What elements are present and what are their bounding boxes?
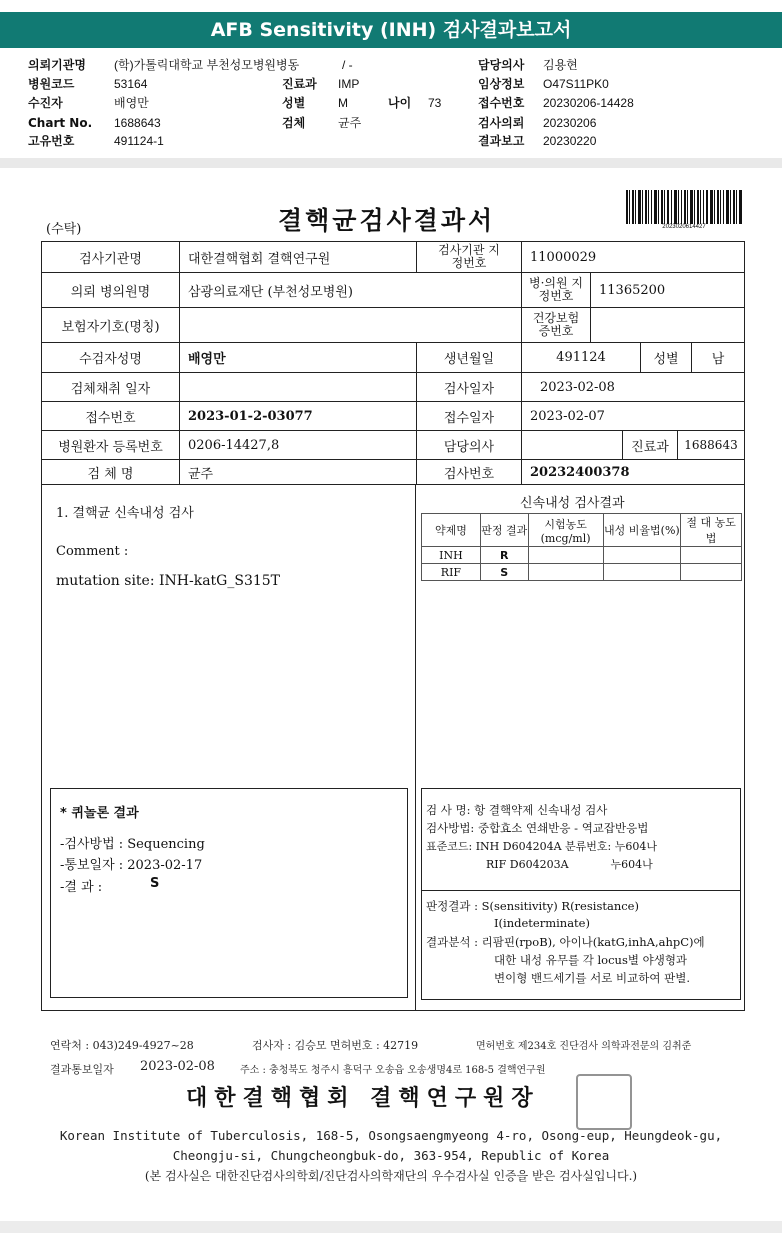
test-no-value: 20232400378 [521, 459, 745, 485]
empty-cell [528, 564, 603, 581]
health-value [590, 307, 745, 343]
lab-code-value: 11000029 [521, 241, 745, 273]
institute-name: 대한결핵협회 결핵연구원장 [186, 1085, 540, 1111]
col-drug: 약제명 [422, 514, 481, 547]
test-date-label: 검사일자 [416, 372, 522, 402]
footer-examiner: 검사자 : 김승모 면허번호 : 42719 [252, 1039, 419, 1052]
footer-license: 면허번호 제234호 진단검사 의학과전문의 김취준 [476, 1041, 692, 1052]
receipt-value: 20230206-14428 [543, 96, 634, 110]
separator-top [0, 158, 782, 168]
scanned-report [0, 168, 782, 1221]
receipt-label: 접수번호 [478, 96, 525, 110]
rapid-result-title: 신속내성 검사결과 [520, 496, 625, 511]
english-address-1: Korean Institute of Tuberculosis, 168-5, Osongsaengmyeong 4-ro, Osong-eup, Heungdeok-gu, [59, 1128, 723, 1143]
sex-label-cell: 성별 [640, 342, 692, 373]
report-date-label: 결과보고 [478, 134, 525, 148]
quinolone-result-label: -결 과 : [60, 880, 103, 895]
hosp-code-value: 11365200 [590, 272, 745, 308]
receipt-date-value: 2023-02-07 [521, 401, 745, 431]
chart-label: Chart No. [28, 116, 93, 130]
report-title-bar: AFB Sensitivity (INH) 검사결과보고서 [0, 12, 782, 48]
hospital-code-value: 53164 [114, 77, 148, 91]
hospital-code-label: 병원코드 [28, 77, 75, 91]
result-cell: R [480, 547, 528, 564]
footer-notify-date: 2023-02-08 [140, 1059, 215, 1074]
results-divider [415, 484, 416, 1011]
reg-label: 병원환자 등록번호 [41, 430, 180, 460]
dept-value: IMP [338, 77, 360, 91]
comment-label: Comment : [56, 544, 129, 559]
analysis-line-1: 결과분석 : 리팜핀(rpoB), 아이나(katG,inhA,ahpC)에 [426, 935, 705, 949]
result-cell: S [480, 564, 528, 581]
empty-cell [681, 564, 742, 581]
col-concentration: 시험농도 (mcg/ml) [528, 514, 603, 547]
chart-value: 1688643 [114, 116, 161, 130]
doctor-value: 김용현 [543, 58, 578, 72]
col-absolute: 절 대 농도법 [681, 514, 742, 547]
sex-value-cell: 남 [691, 342, 745, 373]
quinolone-method: -검사방법 : Sequencing [60, 837, 205, 852]
patient-name-label: 수검자성명 [41, 342, 180, 373]
analysis-line-3: 변이형 밴드세기를 서로 비교하여 판별. [494, 971, 691, 985]
section-title: 1. 결핵균 신속내성 검사 [56, 506, 194, 521]
test-method: 검사방법: 중합효소 연쇄반응 - 역교잡반응법 [426, 821, 649, 835]
institution-value: (학)가톨릭대학교 부천성모병원병동 [114, 58, 300, 72]
uid-value: 491124-1 [114, 134, 164, 148]
col-result: 판정 결과 [480, 514, 528, 547]
patient-label: 수진자 [28, 96, 63, 110]
birth-value: 491124 [521, 342, 641, 373]
collect-value [179, 372, 417, 402]
code-line-1: 표준코드: INH D604204A 분류번호: 누604나 [426, 840, 657, 853]
receipt-no-value: 2023-01-2-03077 [179, 401, 417, 431]
sex-value: M [338, 96, 348, 110]
institution-label: 의뢰기관명 [28, 58, 86, 72]
doctor-label: 담당의사 [478, 58, 525, 72]
dept-label: 진료과 [282, 77, 317, 91]
quinolone-notify: -통보일자 : 2023-02-17 [60, 858, 203, 873]
mutation-site: mutation site: INH-katG_S315T [56, 573, 281, 589]
clinical-label: 임상정보 [478, 77, 525, 91]
col-proportion: 내성 비율법(%) [603, 514, 681, 547]
method-info-divider [421, 890, 741, 891]
lab-code-label: 검사기관 지정번호 [416, 241, 522, 273]
doctor-value-cell [521, 430, 623, 460]
drug-cell: INH [422, 547, 481, 564]
footer-phone: 연락처 : 043)249-4927~28 [50, 1039, 194, 1052]
lab-label: 검사기관명 [41, 241, 180, 273]
insured-value [179, 307, 522, 343]
uid-label: 고유번호 [28, 134, 75, 148]
separator-bottom [0, 1221, 782, 1233]
barcode-number: 2023020614427 [662, 224, 706, 230]
clinical-value: O47S11PK0 [543, 77, 609, 91]
quinolone-result: S [150, 876, 160, 891]
seal-mark [578, 1076, 604, 1128]
consignment-label: (수탁) [46, 222, 82, 237]
patient-name-value: 배영만 [179, 342, 417, 373]
barcode [626, 190, 742, 224]
dept-value-cell: 1688643 [677, 430, 745, 460]
empty-cell [603, 564, 681, 581]
judge-line-2: I(indeterminate) [494, 916, 590, 930]
age-label: 나이 [388, 96, 412, 110]
empty-cell [528, 547, 603, 564]
lab-value: 대한결핵협회 결핵연구원 [179, 241, 417, 273]
reg-value: 0206-14427,8 [179, 430, 417, 460]
footer-address: 주소 : 충청북도 청주시 흥덕구 오송읍 오송생명4로 168-5 결핵연구원 [240, 1065, 546, 1076]
certification-note: (본 검사실은 대한진단검사의학회/진단검사의학재단의 우수검사실 인증을 받은 검사실입니다.) [144, 1169, 638, 1183]
receipt-date-label: 접수일자 [416, 401, 522, 431]
birth-label: 생년월일 [416, 342, 522, 373]
report-main-title: 결핵균검사결과서 [278, 206, 496, 235]
specimen-name-label: 검 체 명 [41, 459, 180, 485]
doctor-label-cell: 담당의사 [416, 430, 522, 460]
req-hosp-label: 의뢰 병의원명 [41, 272, 180, 308]
receipt-no-label: 접수번호 [41, 401, 180, 431]
test-date-value: 2023-02-08 [521, 372, 745, 402]
footer-notify-label: 결과통보일자 [50, 1063, 114, 1076]
judge-line-1: 판정결과 : S(sensitivity) R(resistance) [426, 899, 639, 913]
results-table [421, 513, 742, 581]
official-seal [576, 1074, 632, 1130]
request-label: 검사의뢰 [478, 116, 525, 130]
report-date-value: 20230220 [543, 134, 597, 148]
request-value: 20230206 [543, 116, 597, 130]
table-row [422, 564, 742, 581]
specimen-label: 검체 [282, 116, 306, 130]
test-no-label: 검사번호 [416, 459, 522, 485]
sex-label: 성별 [282, 96, 306, 110]
code-line-2: RIF D604203A 누604나 [486, 858, 653, 871]
ward-value: / - [342, 58, 353, 72]
age-value: 73 [428, 96, 442, 110]
quinolone-title: * 퀴놀론 결과 [60, 806, 139, 821]
req-hosp-value: 삼광의료재단 (부천성모병원) [179, 272, 522, 308]
collect-label: 검체채취 일자 [41, 372, 180, 402]
empty-cell [681, 547, 742, 564]
health-label: 건강보험 증번호 [521, 307, 591, 343]
patient-value: 배영만 [114, 96, 149, 110]
drug-cell: RIF [422, 564, 481, 581]
dept-label-cell: 진료과 [622, 430, 678, 460]
analysis-line-2: 대한 내성 유무를 각 locus별 야생형과 [494, 953, 688, 967]
specimen-value: 균주 [338, 116, 362, 130]
empty-cell [603, 547, 681, 564]
hosp-code-label: 병·의원 지정번호 [521, 272, 591, 308]
table-row [422, 547, 742, 564]
specimen-name-value: 균주 [179, 459, 417, 485]
test-name: 검 사 명: 항 결핵약제 신속내성 검사 [426, 803, 608, 817]
english-address-2: Cheongju-si, Chungcheongbuk-do, 363-954, Republic of Korea [172, 1148, 610, 1163]
insured-label: 보험자기호(명칭) [41, 307, 180, 343]
